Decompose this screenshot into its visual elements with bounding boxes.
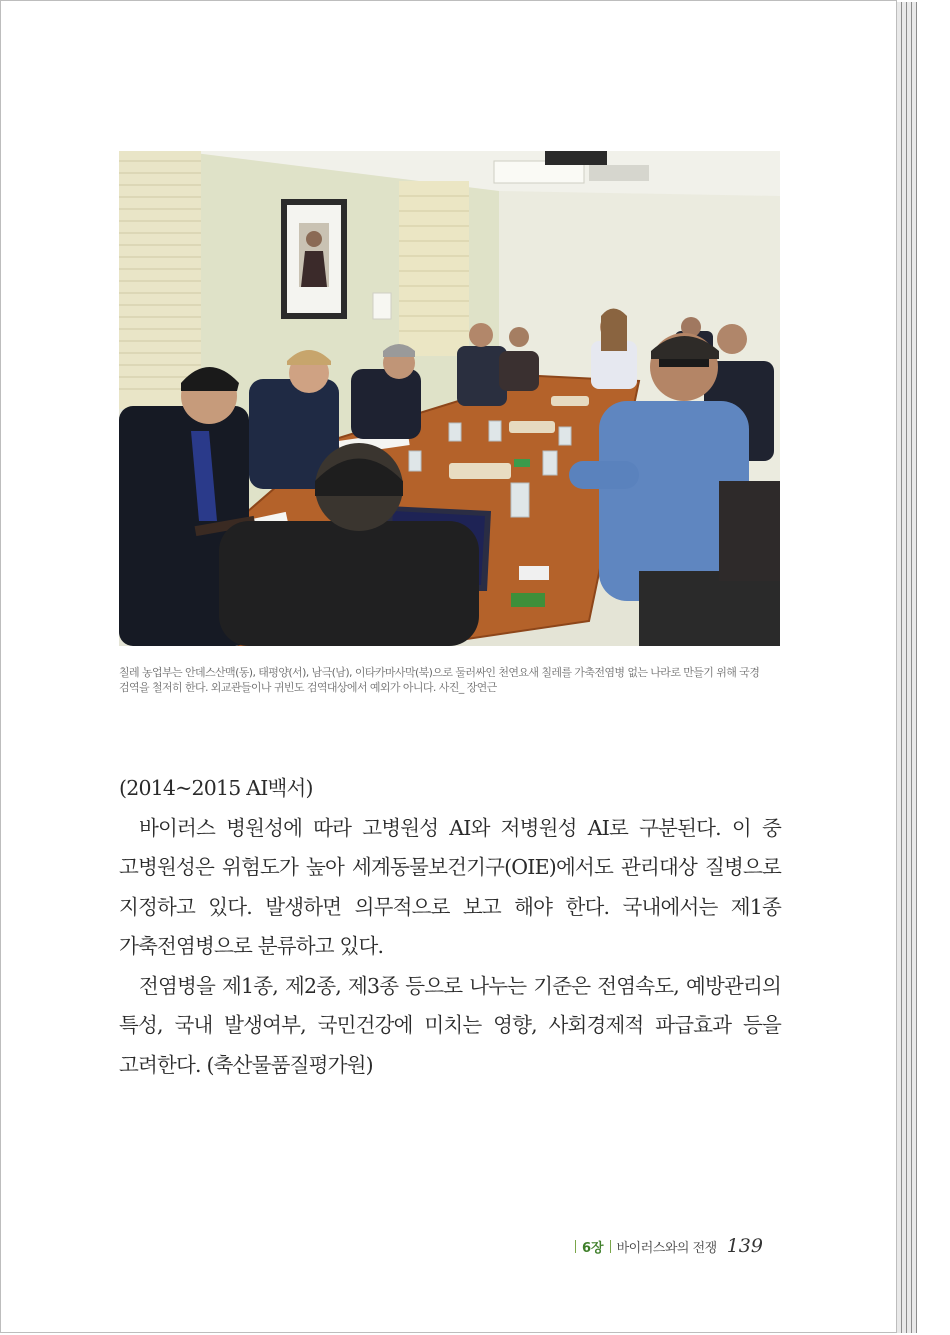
- caption-line-2: 검역을 철저히 한다. 외교관들이나 귀빈도 검역대상에서 예외가 아니다. 사진_ 장연근: [119, 681, 497, 694]
- chapter-label: 6장: [582, 1241, 604, 1256]
- page-footer: [569, 1235, 763, 1257]
- footer-divider: [575, 1240, 576, 1253]
- meeting-photo: [119, 151, 780, 646]
- paragraph-1: 바이러스 병원성에 따라 고병원성 AI와 저병원성 AI로 구분된다. 이 중 고병원성은 위험도가 높아 세계동물보건기구(OIE)에서도 관리대상 질병으로 지정하고 있다. 발생하면 의무적으로 보고 해야 한다. 국내에서는 제1종 가축전염병으로 분류하고 있다.: [119, 815, 781, 958]
- photo-caption: [119, 665, 784, 695]
- source-line: (2014~2015 AI백서): [119, 776, 313, 800]
- page-number: 139: [726, 1235, 763, 1257]
- page-stack-edges: [897, 2, 921, 1333]
- paragraph-2: 전염병을 제1종, 제2종, 제3종 등으로 나누는 기준은 전염속도, 예방관리의 특성, 국내 발생여부, 국민건강에 미치는 영향, 사회경제적 파급효과 등을 고려한다. (축산물품질평가원): [119, 973, 781, 1077]
- chapter-title: 바이러스와의 전쟁: [616, 1241, 717, 1256]
- body-text: [119, 769, 781, 1085]
- caption-line-1: 칠레 농업부는 안데스산맥(동), 태평양(서), 남극(남), 이타카마사막(북)으로 둘러싸인 천연요새 칠레를 가축전염병 없는 나라로 만들기 위해 국경: [119, 666, 760, 679]
- footer-divider: [610, 1240, 611, 1253]
